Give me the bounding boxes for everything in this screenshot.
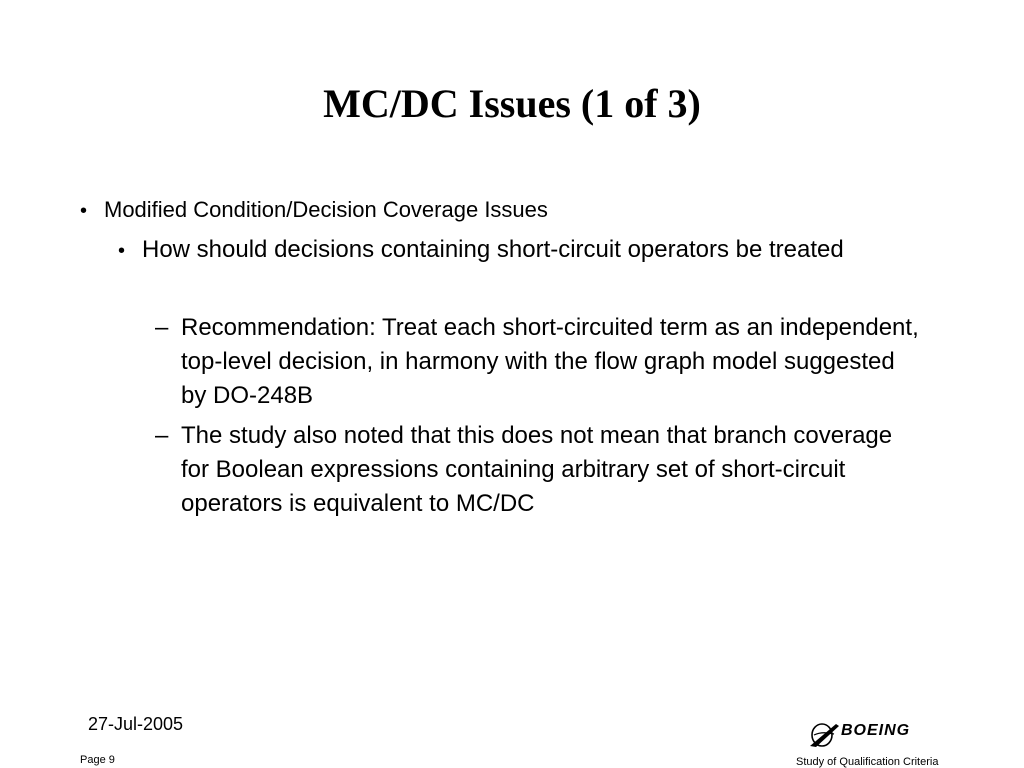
dash-marker: – (155, 314, 169, 341)
boeing-wordmark: BOEING (841, 722, 911, 739)
slide-title: MC/DC Issues (1 of 3) (323, 81, 701, 126)
bullet-text: Modified Condition/Decision Coverage Issues (104, 197, 548, 222)
bullet-text: Recommendation: Treat each short-circuited term as an independent, top-level decision, in harmony with the flow graph model suggested by DO-248B (181, 314, 919, 409)
boeing-symbol-icon (808, 720, 842, 750)
footer-date: 27-Jul-2005 (88, 714, 184, 734)
bullet-level-3 (155, 419, 893, 517)
bullet-text: The study also noted that this does not mean that branch coverage for Boolean expressions containing arbitrary set of short-circuit operators is equivalent to MC/DC (181, 422, 893, 517)
dash-marker: – (155, 422, 169, 449)
boeing-logo (808, 720, 958, 750)
footer-page-number: Page 9 (80, 754, 115, 766)
bullet-text: How should decisions containing short-circuit operators be treated (142, 236, 844, 263)
bullet-level-1 (80, 193, 548, 228)
bullet-level-2 (118, 233, 844, 268)
bullet-marker: • (118, 240, 126, 262)
bullet-marker: • (80, 200, 88, 222)
footer-study-title: Study of Qualification Criteria (796, 756, 939, 768)
bullet-level-3 (155, 311, 919, 409)
